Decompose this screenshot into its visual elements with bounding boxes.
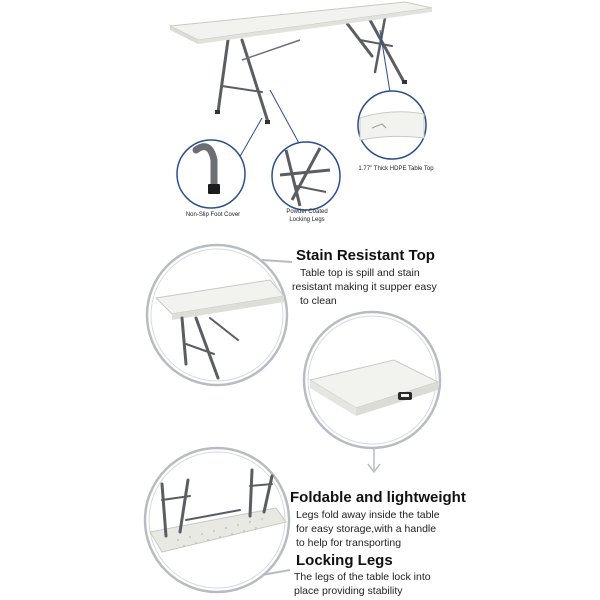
locking-legs-line-1: The legs of the table lock into [294, 571, 431, 583]
foldable-line-1: Legs fold away inside the table [296, 509, 440, 521]
stain-resistant-title: Stain Resistant Top [296, 247, 435, 264]
upside-down-table-circle [145, 448, 289, 592]
foldable-line-3: to help for transporting [296, 537, 402, 549]
locking-legs-circle [272, 142, 340, 210]
locking-legs-line-2: place providing stability [294, 585, 403, 597]
folded-table-circle [304, 312, 440, 448]
foldable-title: Foldable and lightweight [290, 489, 466, 506]
stain-resistant-line-3: to clean [300, 295, 337, 307]
table-top-label: 1.77" Thick HDPE Table Top [358, 166, 434, 172]
foot-cover-circle [177, 140, 245, 208]
locking-legs-title: Locking Legs [296, 552, 393, 569]
stain-resistant-line-2: resistant making it supper easy [292, 281, 437, 293]
locking-legs-label-line1: Powder Coated [286, 209, 328, 215]
foldable-line-2: for easy storage,with a handle [296, 523, 437, 535]
foot-cover-label: Non-Slip Foot Cover [185, 212, 241, 218]
stain-resistant-circle [147, 245, 287, 385]
locking-legs-label-line2: Locking Legs [289, 217, 325, 223]
stain-resistant-line-1: Table top is spill and stain [300, 267, 420, 279]
table-top-circle [358, 91, 426, 159]
